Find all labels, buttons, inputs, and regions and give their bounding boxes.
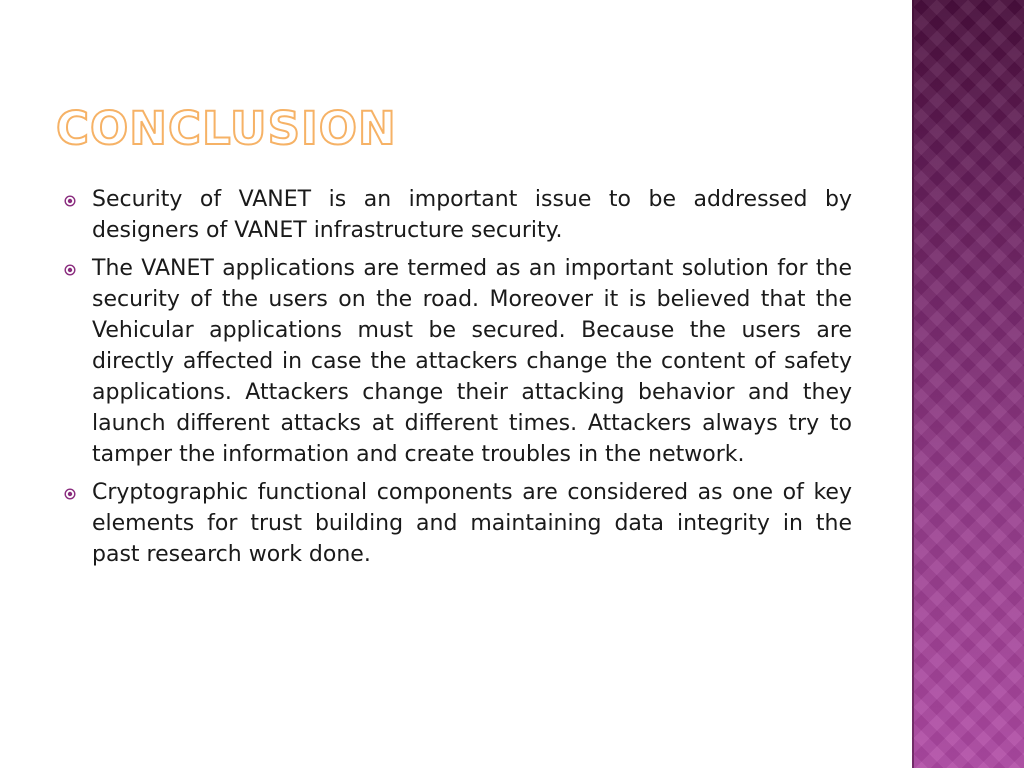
circled-dot-bullet-icon	[64, 264, 76, 276]
circled-dot-bullet-icon	[64, 195, 76, 207]
list-item	[60, 253, 852, 470]
bullet-list	[60, 184, 852, 577]
list-item	[60, 477, 852, 570]
side-band-edge	[912, 0, 914, 768]
circled-dot-bullet-icon	[64, 488, 76, 500]
bullet-text: Security of VANET is an important issue to be addressed by designers of VANET infrastructure security.	[92, 187, 852, 243]
decorative-side-band	[912, 0, 1024, 768]
list-item	[60, 184, 852, 246]
bullet-text: Cryptographic functional components are considered as one of key elements for trust building and maintaining data integrity in the past research work done.	[92, 480, 852, 567]
bullet-text: The VANET applications are termed as an important solution for the security of the users on the road. Moreover it is believed that the Vehicular applications must be secured. Because the users are directly affected in case the attackers change the content of safety applications. Attackers change their attacking behavior and they launch different attacks at different times. Attackers always try to tamper the information and create troubles in the network.	[92, 256, 852, 467]
slide-title: CONCLUSION	[56, 102, 397, 155]
